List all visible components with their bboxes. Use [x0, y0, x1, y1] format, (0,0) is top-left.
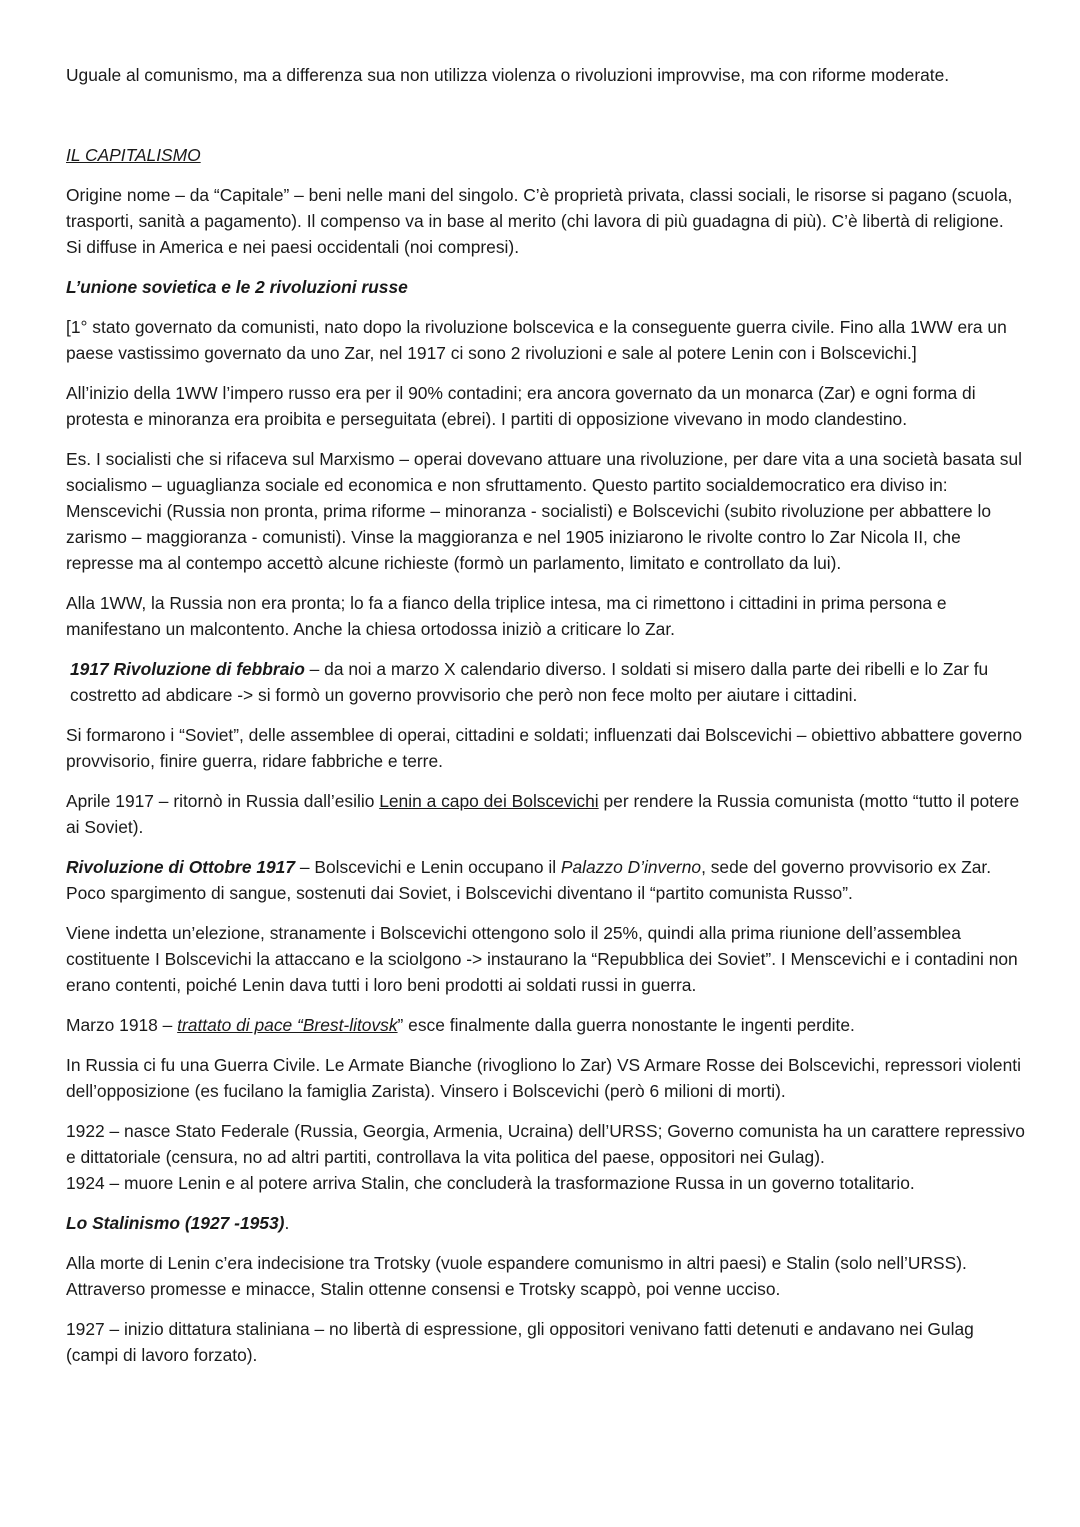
heading-capitalismo: IL CAPITALISMO [66, 145, 201, 165]
ottobre-text-a: – Bolscevichi e Lenin occupano il [295, 857, 561, 877]
marzo-text-b: ” esce finalmente dalla guerra nonostante le ingenti perdite. [397, 1015, 855, 1035]
morte-lenin-paragraph: Alla morte di Lenin c’era indecisione tra Trotsky (vuole espandere comunismo in altri paesi) e Stalin (solo nell’URSS). Attraverso promesse e minacce, Stalin ottenne consensi e Trotsky scappò, poi venne ucciso. [66, 1253, 967, 1299]
febbraio-title: 1917 Rivoluzione di febbraio [70, 659, 305, 679]
1927-paragraph: 1927 – inizio dittatura staliniana – no libertà di espressione, gli oppositori venivano fatti detenuti e andavano nei Gulag (campi di lavoro forzato). [66, 1319, 974, 1365]
ottobre-paragraph [66, 854, 1026, 906]
stalinismo-dot: . [284, 1213, 290, 1233]
ottobre-palazzo: Palazzo D’inverno [560, 857, 702, 877]
heading-unione-sovietica: L’unione sovietica e le 2 rivoluzioni russe [66, 277, 408, 297]
heading-stalinismo [66, 1210, 1026, 1236]
marzo-trattato: trattato di pace “Brest-litovsk [177, 1015, 398, 1035]
guerra-civile-paragraph: In Russia ci fu una Guerra Civile. Le Armate Bianche (rivogliono lo Zar) VS Armare Rosse dei Bolscevichi, repressori violenti dell’opposizione (es fucilano la famiglia Zarista). Vinsero i Bolscevichi (però 6 milioni di morti). [66, 1055, 1021, 1101]
bracket-paragraph: [1° stato governato da comunisti, nato dopo la rivoluzione bolscevica e la conseguente guerra civile. Fino alla 1WW era un paese vastissimo governato da uno Zar, nel 1917 ci sono 2 rivoluzioni e sale al potere Lenin con i Bolscevichi.] [66, 317, 1007, 363]
febbraio-paragraph [66, 656, 1026, 708]
aprile-text-b: per rendere la Russia comunista (motto “tutto il potere ai Soviet). [66, 791, 1020, 837]
elezione-paragraph: Viene indetta un’elezione, stranamente i Bolscevichi ottengono solo il 25%, quindi alla prima riunione dell’assemblea costituente I Bolscevichi la attaccano e la sciolgono -> instaurano la “Repubblica dei Soviet”. I Menscevichi e i contadini non erano contenti, poiché Lenin dava tutti i loro beni prodotti ai soldati russi in guerra. [66, 923, 1018, 995]
intro-paragraph: Uguale al comunismo, ma a differenza sua non utilizza violenza o rivoluzioni improvvise, ma con riforme moderate. [66, 65, 950, 85]
socialisti-paragraph: Es. I socialisti che si rifaceva sul Marxismo – operai dovevano attuare una rivoluzione, per dare vita a una società basata sul socialismo – uguaglianza sociale ed economica e non sfruttamento. Questo partito socialdemocratico era diviso in: Menscevichi (Russia non pronta, prima riforme – minoranza - socialisti) e Bolscevichi (subito rivoluzione per abbattere lo zarismo – maggioranza - comunisti). Vinse la maggioranza e nel 1905 iniziarono le rivolte contro lo Zar Nicola II, che represse ma al contempo accettò alcune richieste (formò un parlamento, limitato e controllato da lui). [66, 449, 1023, 573]
russia-1ww-paragraph: Alla 1WW, la Russia non era pronta; lo fa a fianco della triplice intesa, ma ci rimettono i cittadini in prima persona e manifestano un malcontento. Anche la chiesa ortodossa iniziò a criticare lo Zar. [66, 593, 947, 639]
marzo-paragraph [66, 1012, 1026, 1038]
1924-paragraph: 1924 – muore Lenin e al potere arriva Stalin, che concluderà la trasformazione Russa in un governo totalitario. [66, 1173, 915, 1193]
soviet-paragraph: Si formarono i “Soviet”, delle assemblee di operai, cittadini e soldati; influenzati dai Bolscevichi – obiettivo abbattere governo provvisorio, finire guerra, ridare fabbriche e terre. [66, 725, 1023, 771]
inizio-1ww-paragraph: All’inizio della 1WW l’impero russo era per il 90% contadini; era ancora governato da un monarca (Zar) e ogni forma di protesta e minoranza era proibita e perseguitata (ebrei). I partiti di opposizione vivevano in modo clandestino. [66, 383, 976, 429]
ottobre-text-c: , sede del governo provvisorio ex Zar. Poco spargimento di sangue, sostenuti dai Soviet, i Bolscevichi diventano il “partito comunista Russo”. [66, 857, 992, 903]
marzo-text-a: Marzo 1918 – [66, 1015, 178, 1035]
capitalismo-paragraph: Origine nome – da “Capitale” – beni nelle mani del singolo. C’è proprietà privata, classi sociali, le risorse si pagano (scuola, trasporti, sanità a pagamento). Il compenso va in base al merito (chi lavora di più guadagna di più). C’è libertà di religione. Si diffuse in America e nei paesi occidentali (noi compresi). [66, 185, 1028, 257]
aprile-text-a: Aprile 1917 – ritornò in Russia dall’esilio [66, 791, 380, 811]
ottobre-title: Rivoluzione di Ottobre 1917 [66, 857, 296, 877]
febbraio-text: – da noi a marzo X calendario diverso. I soldati si misero dalla parte dei ribelli e lo Zar fu costretto ad abdicare -> si formò un governo provvisorio che però non fece molto per aiutare i cittadini. [70, 659, 989, 705]
stalinismo-title: Lo Stalinismo (1927 -1953) [66, 1213, 285, 1233]
aprile-paragraph [66, 788, 1026, 840]
1922-paragraph: 1922 – nasce Stato Federale (Russia, Georgia, Armenia, Ucraina) dell’URSS; Governo comunista ha un carattere repressivo e dittatoriale (censura, no ad altri partiti, controllava la vita politica del paese, oppositori nei Gulag). [66, 1121, 1025, 1167]
document-page [66, 62, 1026, 1382]
aprile-underlined: Lenin a capo dei Bolscevichi [379, 791, 599, 811]
